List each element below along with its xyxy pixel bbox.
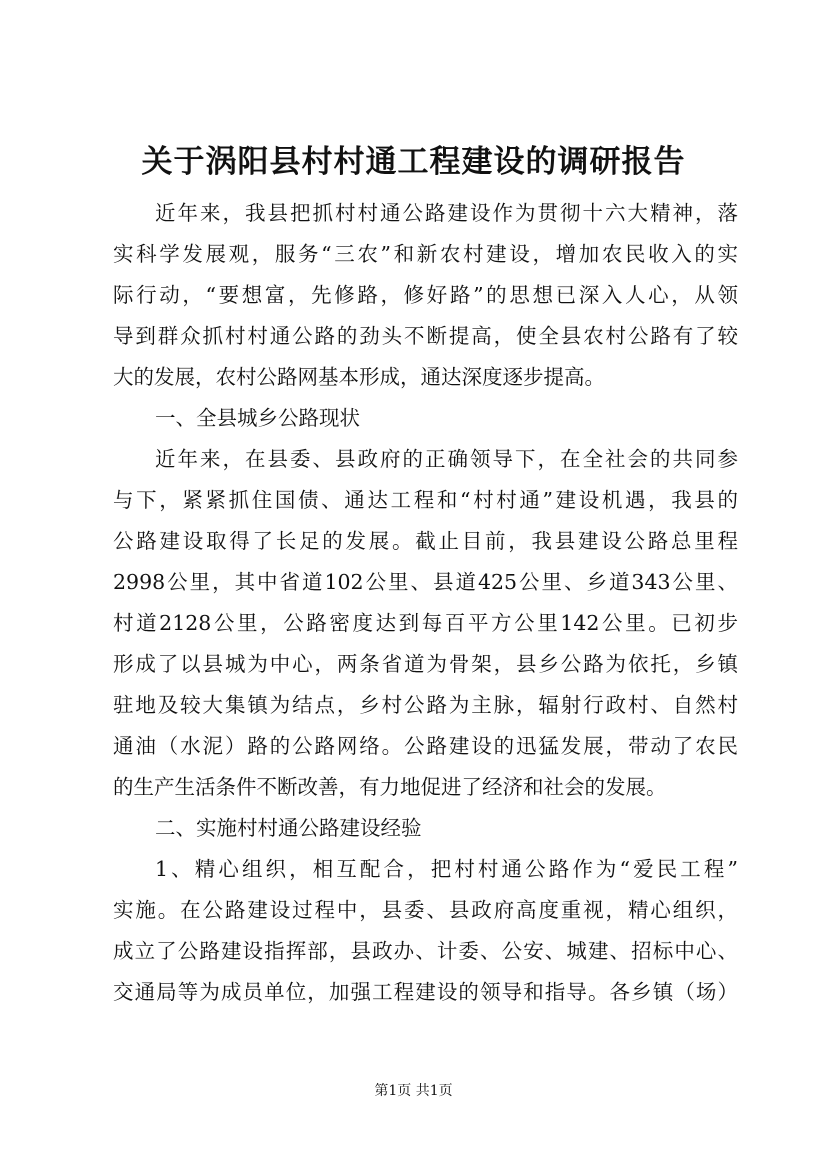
text-line: 实科学发展观，服务“三农”和新农村建设，增加农民收入的实 [113,242,738,266]
text-line: 形成了以县城为中心，两条省道为骨架，县乡公路为依托，乡镇 [113,652,738,676]
page-footer: 第1页 共1页 [374,1083,453,1099]
document-body [113,193,738,1013]
text-line: 2998公里，其中省道102公里、县道425公里、乡道343公里、 [113,570,738,594]
document-title: 关于涡阳县村村通工程建设的调研报告 [141,144,686,180]
text-line: 近年来，我县把抓村村通公路建设作为贯彻十六大精神，落 [155,201,738,225]
text-line: 的生产生活条件不断改善，有力地促进了经济和社会的发展。 [113,775,667,799]
text-line: 通油（水泥）路的公路网络。公路建设的迅猛发展，带动了农民 [113,734,738,758]
text-line: 导到群众抓村村通公路的劲头不断提高，使全县农村公路有了较 [113,324,738,348]
text-line: 与下，紧紧抓住国债、通达工程和“村村通”建设机遇，我县的 [113,488,738,512]
text-line: 一、全县城乡公路现状 [155,406,360,430]
text-line: 近年来，在县委、县政府的正确领导下，在全社会的共同参 [155,447,738,471]
text-line: 成立了公路建设指挥部，县政办、计委、公安、城建、招标中心、 [113,939,738,963]
text-line: 村道2128公里，公路密度达到每百平方公里142公里。已初步 [113,611,738,635]
text-line: 1、精心组织，相互配合，把村村通公路作为“爱民工程” [155,857,738,881]
text-line: 交通局等为成员单位，加强工程建设的领导和指导。各乡镇（场） [113,980,738,1004]
text-line: 公路建设取得了长足的发展。截止目前，我县建设公路总里程 [113,529,738,553]
text-line: 二、实施村村通公路建设经验 [155,816,422,840]
text-line: 驻地及较大集镇为结点，乡村公路为主脉，辐射行政村、自然村 [113,693,738,717]
text-line: 大的发展，农村公路网基本形成，通达深度逐步提高。 [113,365,605,389]
text-line: 实施。在公路建设过程中，县委、县政府高度重视，精心组织， [113,898,738,922]
text-line: 际行动，“要想富，先修路，修好路”的思想已深入人心，从领 [113,283,738,307]
